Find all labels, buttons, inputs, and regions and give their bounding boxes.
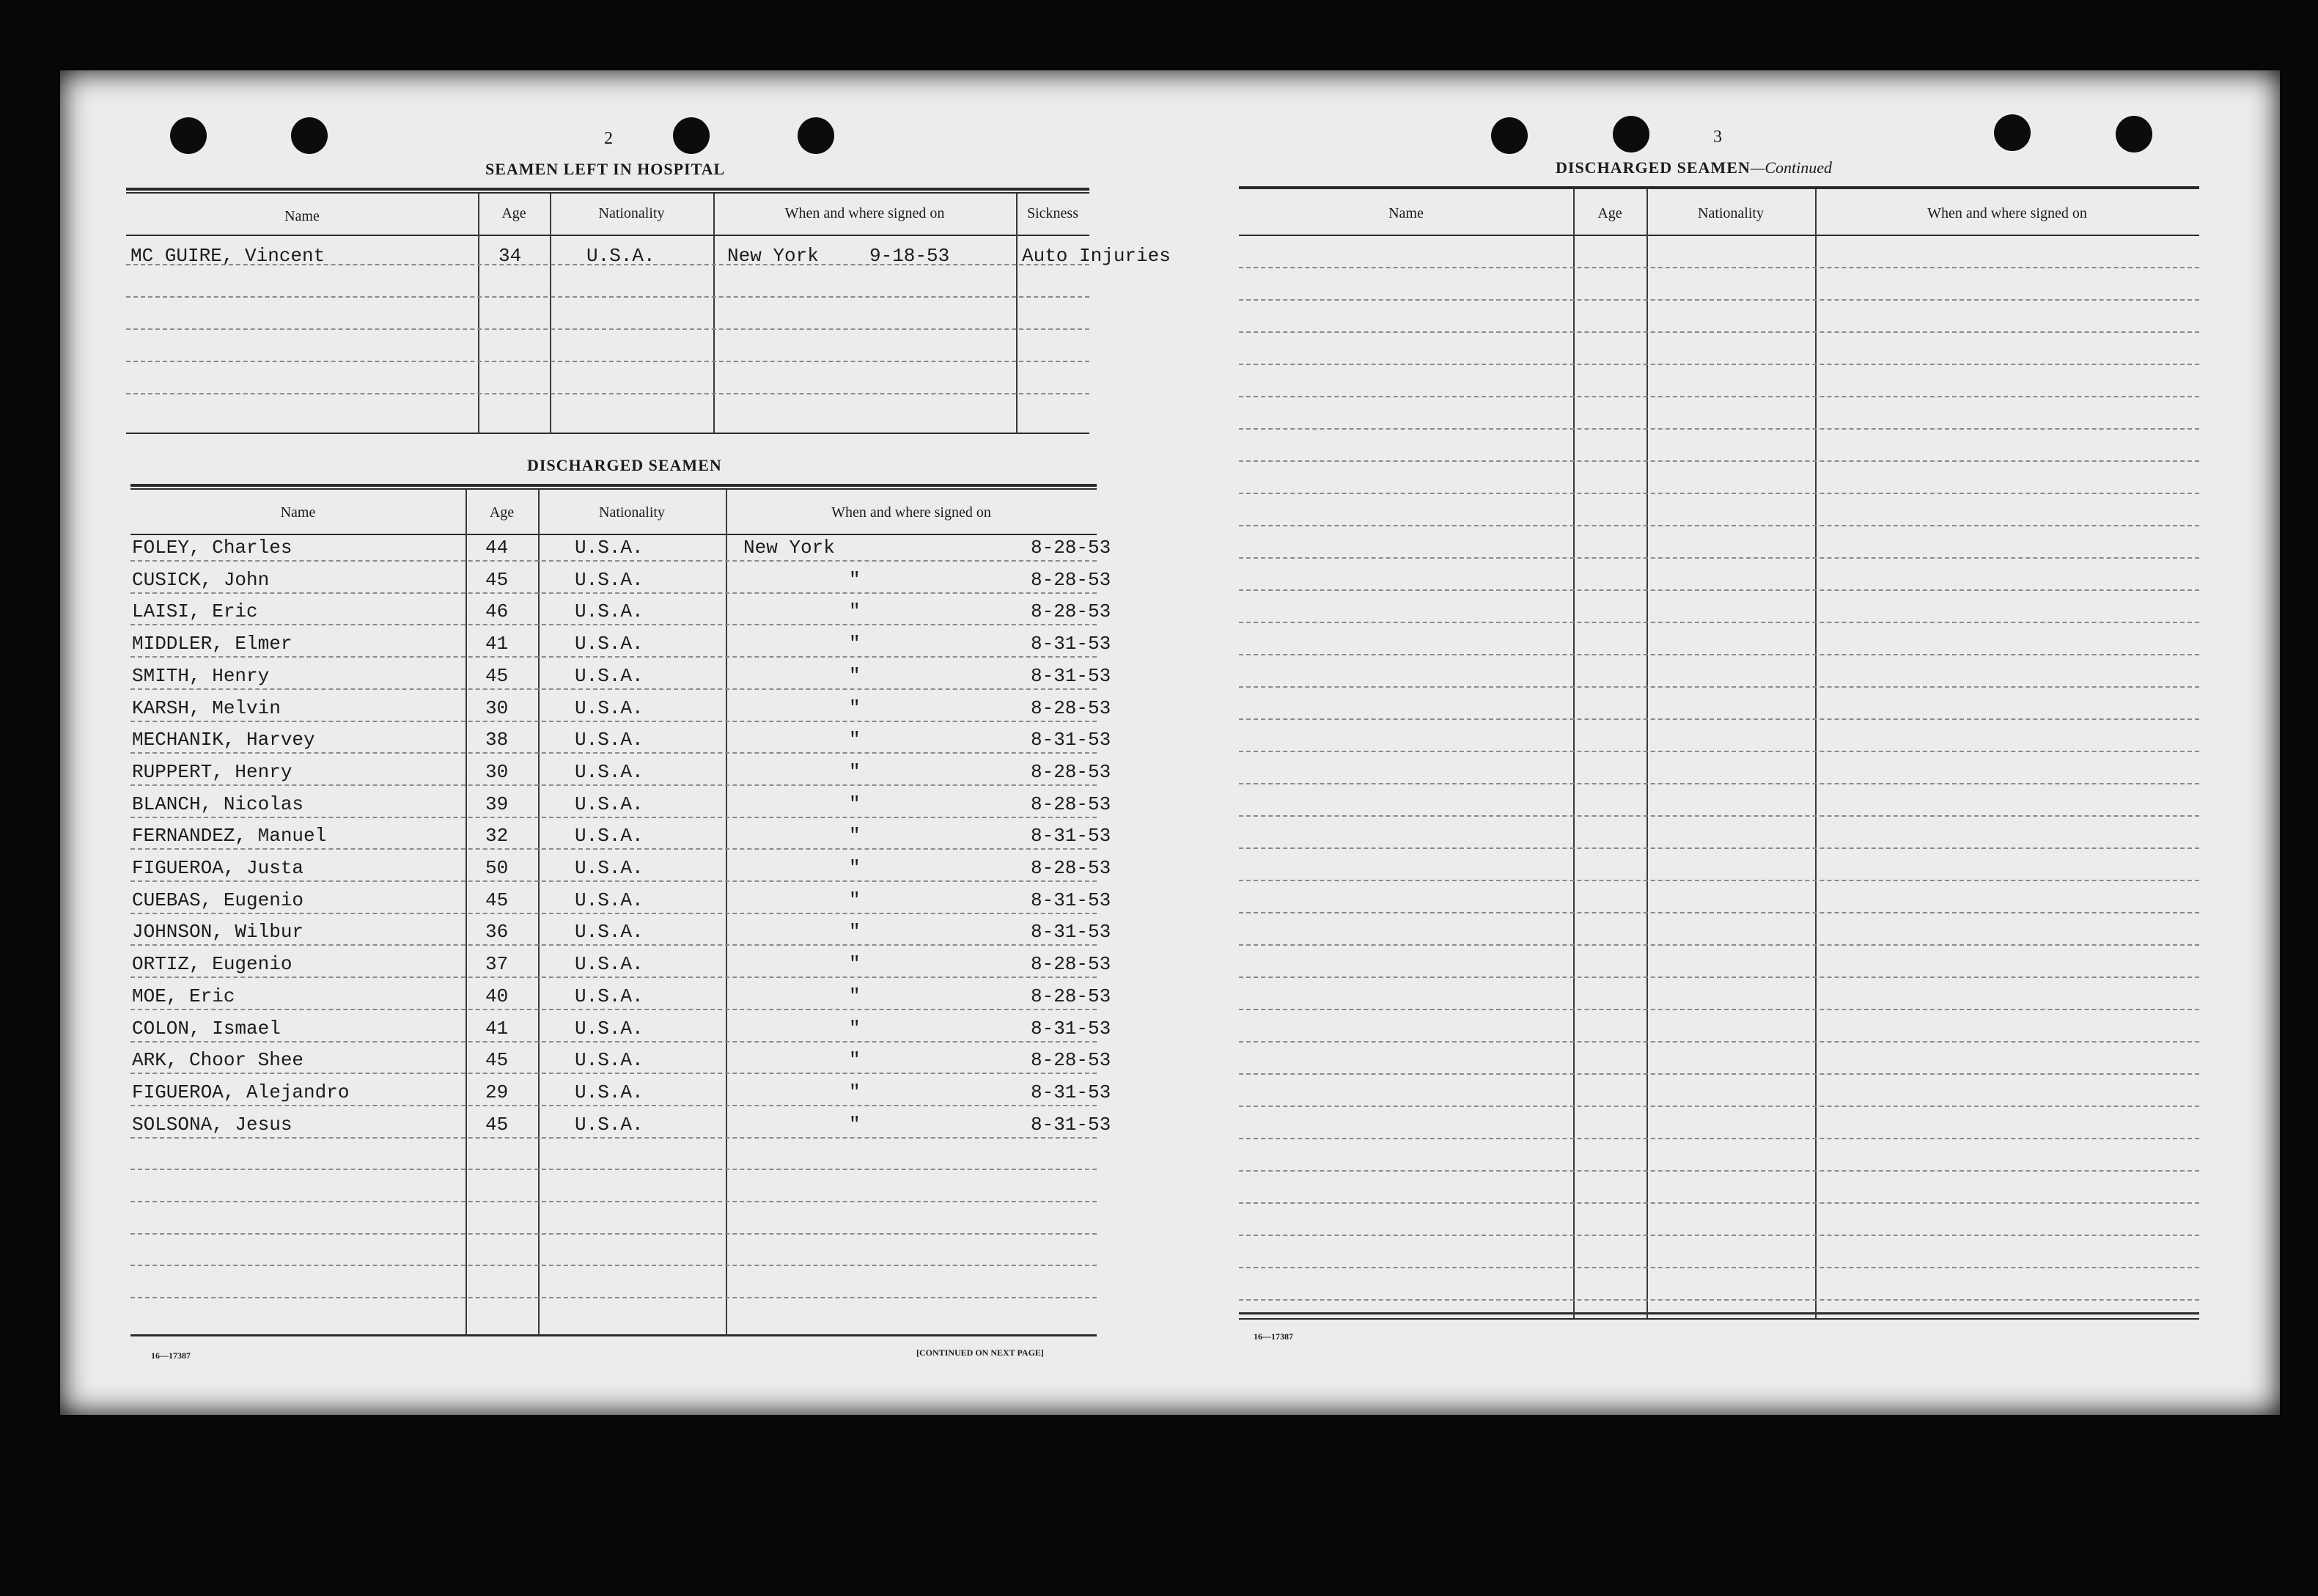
discharged-cell-date: 8-31-53 bbox=[1031, 1017, 1111, 1040]
discharged-cell-nationality: U.S.A. bbox=[575, 568, 644, 591]
discharged-cell-nationality: U.S.A. bbox=[575, 921, 644, 944]
discharged-cell-nationality: U.S.A. bbox=[575, 1017, 644, 1040]
discharged-cell-nationality: U.S.A. bbox=[575, 857, 644, 879]
discharged-cell-age: 37 bbox=[485, 953, 509, 976]
row-rule bbox=[1239, 460, 2199, 462]
row-rule bbox=[130, 752, 1097, 754]
discharged-header-age: Age bbox=[489, 504, 515, 521]
discharged-cell-date: 8-31-53 bbox=[1031, 664, 1111, 687]
discharged-cell-nationality: U.S.A. bbox=[575, 600, 644, 623]
discharged-cell-age: 30 bbox=[485, 696, 509, 719]
discharged-cell-date: 8-28-53 bbox=[1031, 857, 1111, 879]
row-rule bbox=[1239, 912, 2199, 913]
continued-table bbox=[1239, 186, 2199, 1320]
discharged-cell-name: SMITH, Henry bbox=[132, 664, 270, 687]
row-rule bbox=[130, 1169, 1097, 1170]
discharged-cell-name: CUSICK, John bbox=[132, 568, 270, 591]
row-rule bbox=[130, 592, 1097, 594]
row-rule bbox=[130, 1105, 1097, 1106]
discharged-cell-nationality: U.S.A. bbox=[575, 793, 644, 815]
hospital-header-nationality: Nationality bbox=[598, 205, 665, 221]
row-rule bbox=[130, 784, 1097, 786]
punch-hole bbox=[1613, 116, 1649, 152]
discharged-cell-date: 8-31-53 bbox=[1031, 921, 1111, 944]
discharged-table bbox=[130, 484, 1111, 1337]
discharged-section-title: DISCHARGED SEAMEN bbox=[527, 456, 722, 474]
row-rule bbox=[1239, 428, 2199, 430]
discharged-cell-date: 8-28-53 bbox=[1031, 760, 1111, 783]
discharged-cell-place: " bbox=[849, 760, 861, 783]
discharged-cell-place: " bbox=[849, 921, 861, 944]
discharged-cell-age: 41 bbox=[485, 1017, 509, 1040]
row-rule bbox=[130, 560, 1097, 562]
row-rule bbox=[1239, 815, 2199, 817]
continued-section-title bbox=[1556, 158, 1832, 177]
hospital-header-signed-on: When and where signed on bbox=[784, 205, 945, 221]
discharged-cell-age: 44 bbox=[485, 537, 509, 559]
row-rule bbox=[1239, 847, 2199, 849]
punch-hole bbox=[798, 117, 834, 154]
discharged-cell-date: 8-28-53 bbox=[1031, 696, 1111, 719]
discharged-cell-age: 45 bbox=[485, 889, 509, 911]
continued-title-main: DISCHARGED SEAMEN bbox=[1556, 158, 1751, 177]
row-rule bbox=[1239, 1202, 2199, 1204]
discharged-cell-date: 8-31-53 bbox=[1031, 889, 1111, 911]
discharged-cell-place: " bbox=[849, 729, 861, 751]
discharged-cell-place: " bbox=[849, 889, 861, 911]
row-rule bbox=[130, 1233, 1097, 1235]
discharged-cell-age: 50 bbox=[485, 857, 509, 879]
row-rule bbox=[130, 1041, 1097, 1042]
row-rule bbox=[1239, 396, 2199, 397]
ledger-sheet bbox=[60, 70, 2280, 1415]
page-number-right: 3 bbox=[1713, 128, 1722, 147]
continued-title-suffix: —Continued bbox=[1750, 158, 1832, 177]
row-rule bbox=[1239, 944, 2199, 946]
discharged-cell-nationality: U.S.A. bbox=[575, 1049, 644, 1072]
row-rule bbox=[1239, 783, 2199, 784]
discharged-cell-place: " bbox=[849, 633, 861, 655]
discharged-cell-date: 8-28-53 bbox=[1031, 793, 1111, 815]
discharged-cell-date: 8-31-53 bbox=[1031, 825, 1111, 847]
discharged-cell-nationality: U.S.A. bbox=[575, 1113, 644, 1136]
row-rule bbox=[130, 848, 1097, 850]
row-rule bbox=[130, 688, 1097, 690]
continued-header-age: Age bbox=[1597, 205, 1622, 221]
row-rule bbox=[130, 944, 1097, 946]
row-rule bbox=[1239, 751, 2199, 752]
row-rule bbox=[1239, 1106, 2199, 1107]
punch-hole bbox=[1994, 114, 2031, 151]
discharged-cell-place: " bbox=[849, 857, 861, 879]
form-number-right: 16—17387 bbox=[1254, 1331, 1293, 1342]
discharged-cell-name: RUPPERT, Henry bbox=[132, 760, 292, 783]
discharged-cell-nationality: U.S.A. bbox=[575, 953, 644, 976]
row-rule bbox=[1239, 1170, 2199, 1172]
row-rule bbox=[1239, 267, 2199, 268]
discharged-cell-date: 8-28-53 bbox=[1031, 568, 1111, 591]
discharged-cell-nationality: U.S.A. bbox=[575, 889, 644, 911]
discharged-cell-name: MECHANIK, Harvey bbox=[132, 729, 315, 751]
discharged-header-nationality: Nationality bbox=[599, 504, 665, 521]
discharged-cell-nationality: U.S.A. bbox=[575, 760, 644, 783]
row-rule bbox=[130, 1297, 1097, 1298]
hospital-header-name: Name bbox=[284, 208, 320, 224]
discharged-cell-nationality: U.S.A. bbox=[575, 729, 644, 751]
discharged-cell-age: 32 bbox=[485, 825, 509, 847]
discharged-cell-age: 39 bbox=[485, 793, 509, 815]
hospital-table bbox=[126, 188, 1171, 434]
discharged-cell-place: " bbox=[849, 664, 861, 687]
discharged-cell-date: 8-28-53 bbox=[1031, 1049, 1111, 1072]
row-rule bbox=[130, 1073, 1097, 1074]
row-rule bbox=[1239, 1009, 2199, 1010]
punch-hole bbox=[1491, 117, 1528, 154]
discharged-cell-date: 8-31-53 bbox=[1031, 1081, 1111, 1103]
punch-hole bbox=[673, 117, 710, 154]
row-rule bbox=[1239, 525, 2199, 526]
discharged-cell-age: 38 bbox=[485, 729, 509, 751]
discharged-cell-nationality: U.S.A. bbox=[575, 664, 644, 687]
discharged-cell-name: LAISI, Eric bbox=[132, 600, 258, 623]
continued-header-nationality: Nationality bbox=[1698, 205, 1764, 221]
discharged-cell-age: 40 bbox=[485, 985, 509, 1007]
discharged-cell-date: 8-28-53 bbox=[1031, 600, 1111, 623]
discharged-cell-date: 8-31-53 bbox=[1031, 633, 1111, 655]
row-rule bbox=[1239, 1235, 2199, 1236]
row-rule bbox=[1239, 493, 2199, 494]
discharged-cell-place: " bbox=[849, 1081, 861, 1103]
form-number-left: 16—17387 bbox=[151, 1350, 191, 1361]
punch-hole bbox=[170, 117, 207, 154]
discharged-cell-name: FIGUEROA, Alejandro bbox=[132, 1081, 350, 1103]
row-rule bbox=[1239, 622, 2199, 623]
discharged-cell-name: FIGUEROA, Justa bbox=[132, 857, 304, 879]
discharged-cell-name: SOLSONA, Jesus bbox=[132, 1113, 292, 1136]
discharged-cell-name: COLON, Ismael bbox=[132, 1017, 281, 1040]
hospital-cell-age: 34 bbox=[498, 245, 522, 267]
row-rule bbox=[130, 913, 1097, 914]
hospital-header-age: Age bbox=[501, 205, 526, 221]
row-rule bbox=[1239, 299, 2199, 301]
hospital-cell-name: MC GUIRE, Vincent bbox=[130, 245, 325, 267]
row-rule bbox=[1239, 977, 2199, 978]
discharged-cell-name: FERNANDEZ, Manuel bbox=[132, 825, 327, 847]
hospital-cell-nationality: U.S.A. bbox=[586, 245, 655, 267]
discharged-cell-date: 8-28-53 bbox=[1031, 537, 1111, 559]
row-rule bbox=[130, 624, 1097, 625]
row-rule bbox=[1239, 1041, 2199, 1042]
page-number-left: 2 bbox=[604, 129, 613, 148]
discharged-cell-age: 41 bbox=[485, 633, 509, 655]
row-rule bbox=[130, 1201, 1097, 1202]
discharged-cell-place: " bbox=[849, 568, 861, 591]
hospital-cell-place: New York bbox=[727, 245, 819, 267]
discharged-cell-age: 29 bbox=[485, 1081, 509, 1103]
discharged-cell-nationality: U.S.A. bbox=[575, 1081, 644, 1103]
row-rule bbox=[1239, 364, 2199, 365]
punch-hole bbox=[291, 117, 328, 154]
discharged-cell-age: 30 bbox=[485, 760, 509, 783]
discharged-cell-place: " bbox=[849, 953, 861, 976]
discharged-header-signed-on: When and where signed on bbox=[831, 504, 991, 521]
discharged-cell-place: " bbox=[849, 1049, 861, 1072]
row-rule bbox=[1239, 880, 2199, 881]
row-rule bbox=[1239, 1138, 2199, 1139]
discharged-header-name: Name bbox=[280, 504, 316, 521]
discharged-cell-date: 8-31-53 bbox=[1031, 729, 1111, 751]
row-rule bbox=[1239, 589, 2199, 591]
discharged-cell-place: " bbox=[849, 696, 861, 719]
discharged-cell-date: 8-28-53 bbox=[1031, 985, 1111, 1007]
row-rule bbox=[130, 721, 1097, 722]
row-rule bbox=[130, 880, 1097, 882]
discharged-cell-place: " bbox=[849, 1113, 861, 1136]
discharged-cell-name: ARK, Choor Shee bbox=[132, 1049, 304, 1072]
row-rule bbox=[1239, 686, 2199, 688]
discharged-cell-place: New York bbox=[743, 537, 835, 559]
continued-note: [CONTINUED ON NEXT PAGE] bbox=[916, 1347, 1044, 1358]
row-rule bbox=[1239, 331, 2199, 333]
discharged-cell-name: JOHNSON, Wilbur bbox=[132, 921, 304, 944]
discharged-cell-age: 46 bbox=[485, 600, 509, 623]
row-rule bbox=[130, 656, 1097, 658]
row-rule bbox=[1239, 557, 2199, 559]
row-rule bbox=[1239, 1267, 2199, 1268]
discharged-cell-name: ORTIZ, Eugenio bbox=[132, 953, 292, 976]
discharged-cell-place: " bbox=[849, 985, 861, 1007]
discharged-cell-name: MIDDLER, Elmer bbox=[132, 633, 292, 655]
continued-header-signed-on: When and where signed on bbox=[1927, 205, 2087, 221]
discharged-cell-nationality: U.S.A. bbox=[575, 633, 644, 655]
discharged-cell-date: 8-31-53 bbox=[1031, 1113, 1111, 1136]
row-rule bbox=[1239, 718, 2199, 720]
discharged-cell-age: 45 bbox=[485, 1049, 509, 1072]
hospital-header-sickness: Sickness bbox=[1027, 205, 1078, 221]
discharged-cell-place: " bbox=[849, 1017, 861, 1040]
row-rule bbox=[1239, 654, 2199, 655]
row-rule bbox=[1239, 1299, 2199, 1301]
hospital-section-title: SEAMEN LEFT IN HOSPITAL bbox=[485, 160, 726, 178]
discharged-cell-name: KARSH, Melvin bbox=[132, 696, 281, 719]
discharged-cell-name: BLANCH, Nicolas bbox=[132, 793, 304, 815]
discharged-cell-name: CUEBAS, Eugenio bbox=[132, 889, 304, 911]
discharged-cell-nationality: U.S.A. bbox=[575, 537, 644, 559]
discharged-cell-nationality: U.S.A. bbox=[575, 825, 644, 847]
discharged-cell-nationality: U.S.A. bbox=[575, 985, 644, 1007]
discharged-cell-place: " bbox=[849, 793, 861, 815]
continued-header-name: Name bbox=[1388, 205, 1424, 221]
punch-hole bbox=[2116, 116, 2152, 152]
discharged-cell-age: 45 bbox=[485, 1113, 509, 1136]
discharged-cell-name: MOE, Eric bbox=[132, 985, 235, 1007]
discharged-cell-nationality: U.S.A. bbox=[575, 696, 644, 719]
discharged-cell-place: " bbox=[849, 600, 861, 623]
discharged-cell-age: 36 bbox=[485, 921, 509, 944]
discharged-cell-age: 45 bbox=[485, 664, 509, 687]
discharged-cell-name: FOLEY, Charles bbox=[132, 537, 292, 559]
row-rule bbox=[130, 1137, 1097, 1139]
row-rule bbox=[130, 1265, 1097, 1266]
discharged-cell-place: " bbox=[849, 825, 861, 847]
row-rule bbox=[130, 977, 1097, 978]
hospital-cell-date: 9-18-53 bbox=[869, 245, 950, 267]
row-rule bbox=[130, 1009, 1097, 1010]
row-rule bbox=[1239, 1073, 2199, 1075]
hospital-cell-sickness: Auto Injuries bbox=[1022, 245, 1171, 267]
discharged-cell-age: 45 bbox=[485, 568, 509, 591]
row-rule bbox=[130, 817, 1097, 818]
discharged-cell-date: 8-28-53 bbox=[1031, 953, 1111, 976]
